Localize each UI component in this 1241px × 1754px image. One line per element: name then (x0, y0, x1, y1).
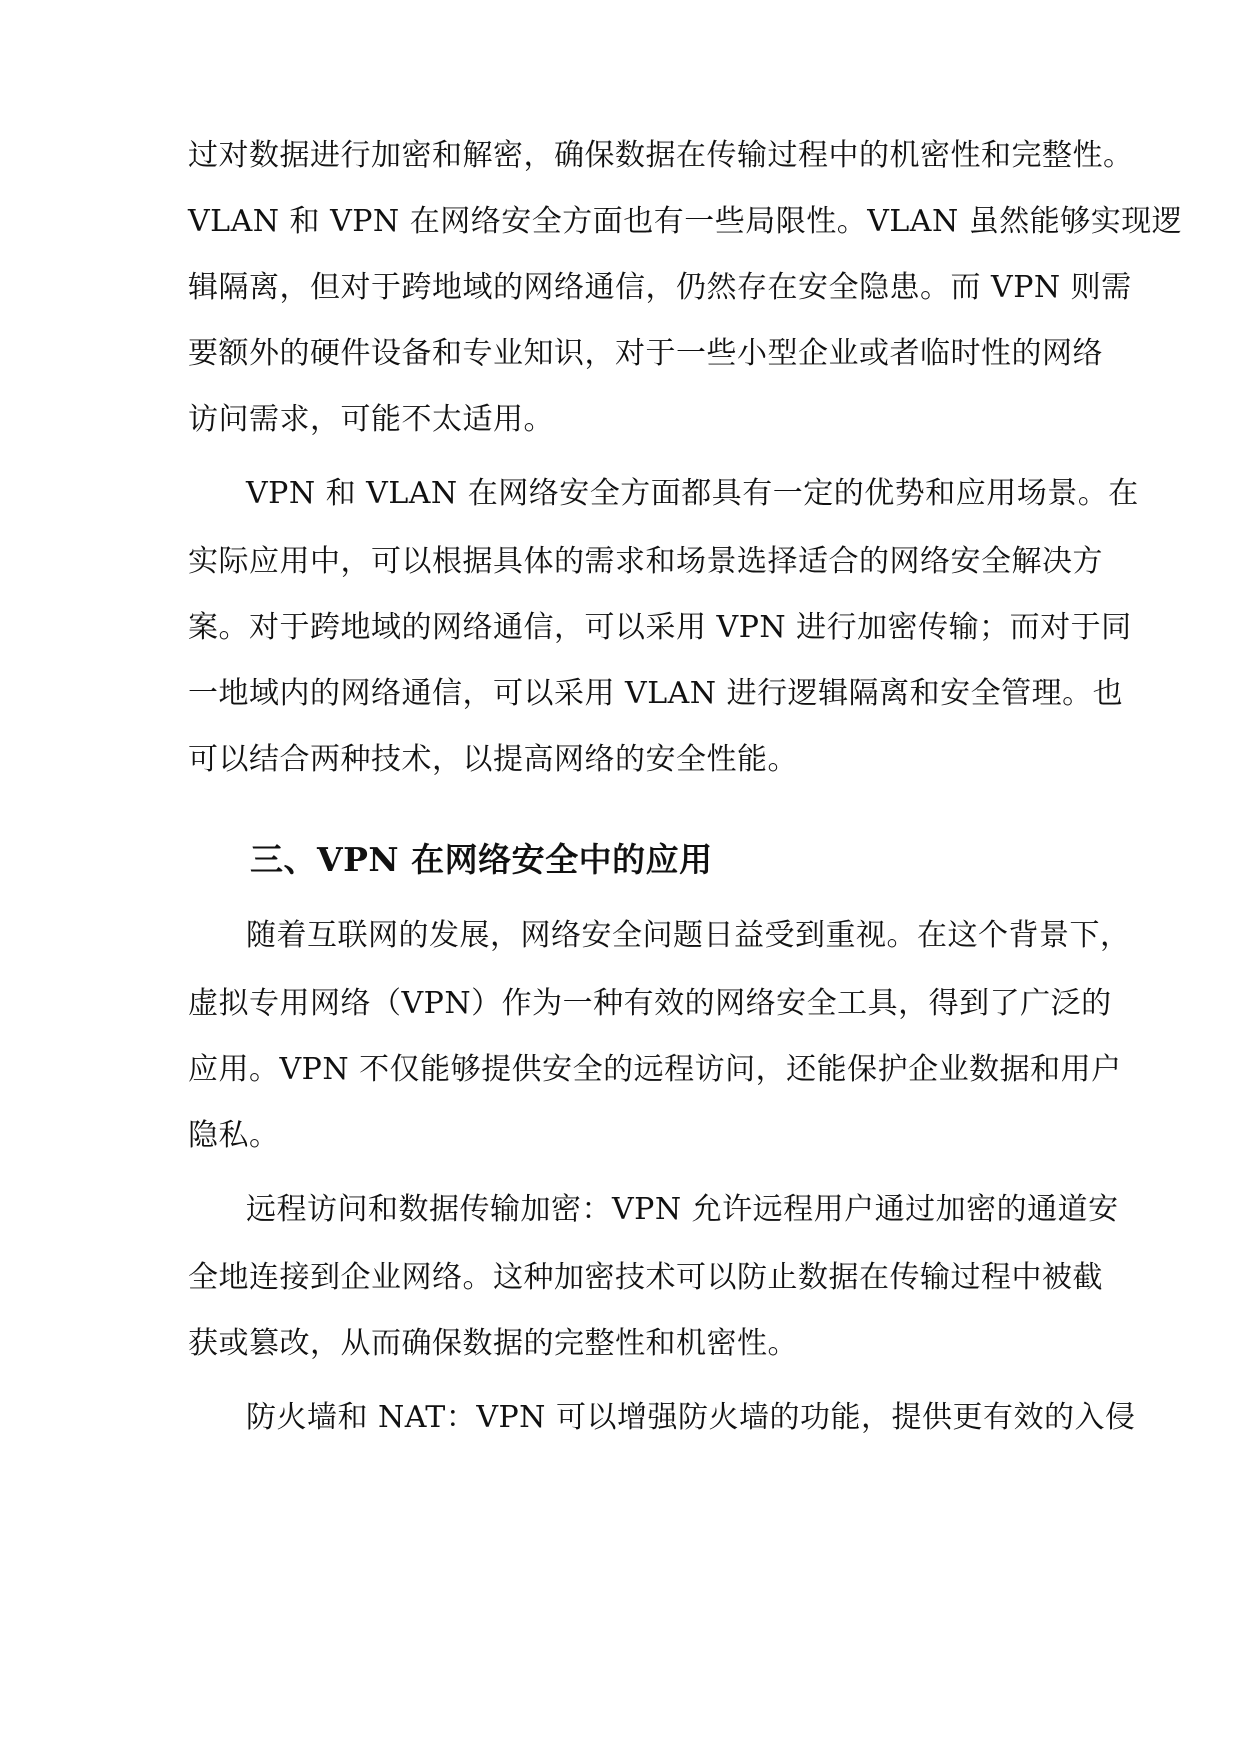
text-line: 实际应用中，可以根据具体的需求和场景选择适合的网络安全解决方 (188, 544, 1103, 579)
text-line: 案。对于跨地域的网络通信，可以采用 VPN 进行加密传输；而对于同 (188, 610, 1132, 645)
text-line: 过对数据进行加密和解密，确保数据在传输过程中的机密性和完整性。 (188, 138, 1134, 173)
text-line: 获或篡改，从而确保数据的完整性和机密性。 (188, 1326, 798, 1361)
text-line: 辑隔离，但对于跨地域的网络通信，仍然存在安全隐患。而 VPN 则需 (188, 270, 1132, 305)
text-line: 访问需求，可能不太适用。 (188, 402, 554, 437)
text-line: 可以结合两种技术，以提高网络的安全性能。 (188, 742, 798, 777)
text-line: 虚拟专用网络（VPN）作为一种有效的网络安全工具，得到了广泛的 (188, 986, 1112, 1021)
text-line: VLAN 和 VPN 在网络安全方面也有一些局限性。VLAN 虽然能够实现逻 (188, 204, 1183, 239)
section-heading: 三、VPN 在网络安全中的应用 (250, 840, 713, 879)
text-line: 一地域内的网络通信，可以采用 VLAN 进行逻辑隔离和安全管理。也 (188, 676, 1124, 711)
text-line: 随着互联网的发展，网络安全问题日益受到重视。在这个背景下， (246, 918, 1131, 953)
text-line: VPN 和 VLAN 在网络安全方面都具有一定的优势和应用场景。在 (246, 476, 1139, 511)
text-line: 防火墙和 NAT：VPN 可以增强防火墙的功能，提供更有效的入侵 (246, 1400, 1136, 1435)
text-line: 全地连接到企业网络。这种加密技术可以防止数据在传输过程中被截 (188, 1260, 1103, 1295)
text-line: 应用。VPN 不仅能够提供安全的远程访问，还能保护企业数据和用户 (188, 1052, 1122, 1087)
text-line: 要额外的硬件设备和专业知识，对于一些小型企业或者临时性的网络 (188, 336, 1103, 371)
text-line: 隐私。 (188, 1118, 280, 1153)
text-line: 远程访问和数据传输加密：VPN 允许远程用户通过加密的通道安 (246, 1192, 1119, 1227)
